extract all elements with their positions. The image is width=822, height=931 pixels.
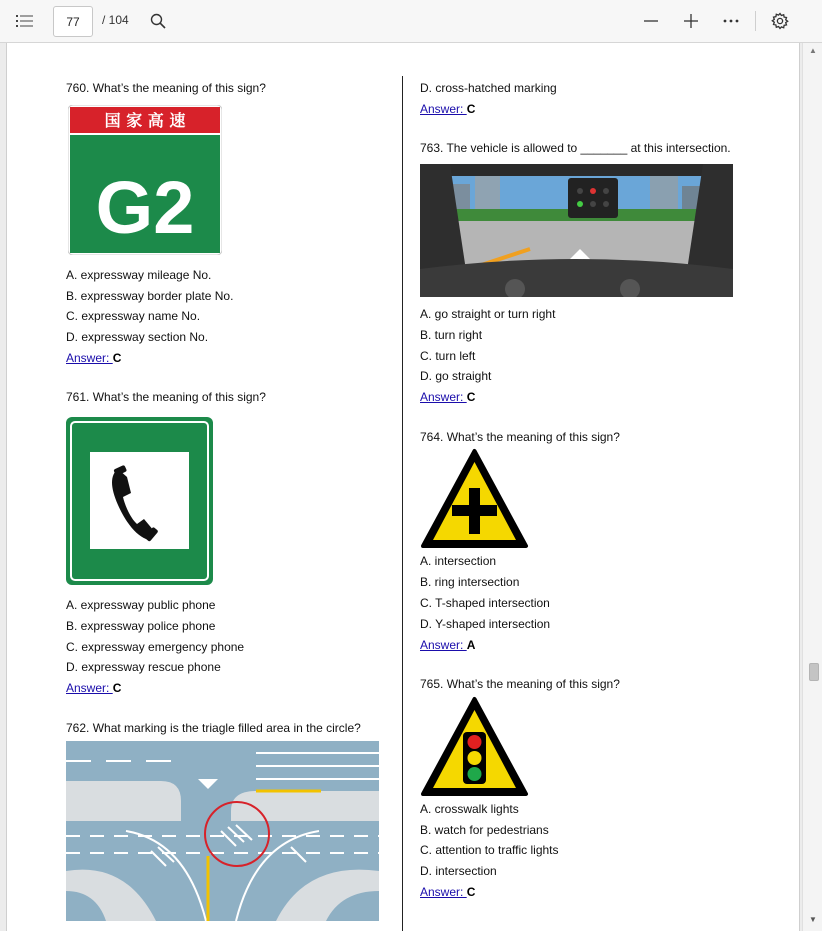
- answer-link[interactable]: Answer:: [420, 638, 467, 652]
- option-763-b: B. turn right: [420, 328, 483, 342]
- toolbar: [0, 0, 822, 43]
- option-764-d: D. Y-shaped intersection: [420, 617, 551, 631]
- option-765-a: A. crosswalk lights: [420, 802, 519, 816]
- answer-763: [420, 390, 475, 404]
- option-761-b: B. expressway police phone: [66, 619, 216, 633]
- search-icon[interactable]: [144, 7, 172, 35]
- option-760-d: D. expressway section No.: [66, 330, 209, 344]
- settings-icon[interactable]: [766, 7, 794, 35]
- answer-761: [66, 681, 121, 695]
- option-765-b: B. watch for pedestrians: [420, 823, 549, 837]
- question-762: 762. What marking is the triagle filled area in the circle?: [66, 721, 361, 735]
- option-765-c: C. attention to traffic lights: [420, 843, 559, 857]
- answer-value: A: [466, 638, 476, 652]
- sign-top-text: 国 家 高 速: [104, 111, 186, 130]
- road-marking-diagram-image: [66, 741, 379, 921]
- vertical-scrollbar[interactable]: [802, 43, 822, 931]
- column-divider: [402, 76, 403, 931]
- answer-value: C: [112, 681, 122, 695]
- option-761-c: C. expressway emergency phone: [66, 640, 245, 654]
- question-761: 761. What’s the meaning of this sign?: [66, 390, 266, 404]
- sign-main-text: G2: [95, 166, 195, 249]
- question-765: 765. What’s the meaning of this sign?: [420, 677, 620, 691]
- option-761-a: A. expressway public phone: [66, 598, 216, 612]
- option-764-a: A. intersection: [420, 554, 497, 568]
- answer-link[interactable]: Answer:: [66, 351, 113, 365]
- intersection-warning-sign-image: [420, 448, 529, 550]
- option-764-b: B. ring intersection: [420, 575, 520, 589]
- document-viewer[interactable]: [0, 43, 822, 931]
- option-760-a: A. expressway mileage No.: [66, 268, 212, 282]
- question-764: 764. What’s the meaning of this sign?: [420, 430, 620, 444]
- answer-760: [66, 351, 121, 365]
- pdf-page: [6, 43, 800, 931]
- question-763: 763. The vehicle is allowed to _______ at this intersection.: [420, 141, 731, 155]
- answer-link[interactable]: Answer:: [420, 885, 467, 899]
- option-763-d: D. go straight: [420, 369, 492, 383]
- answer-link[interactable]: Answer:: [66, 681, 113, 695]
- option-760-b: B. expressway border plate No.: [66, 289, 234, 303]
- answer-value: C: [466, 102, 476, 116]
- emergency-phone-sign-image: [66, 417, 213, 585]
- option-764-c: C. T-shaped intersection: [420, 596, 550, 610]
- zoom-in-icon[interactable]: [677, 7, 705, 35]
- answer-link[interactable]: Answer:: [420, 390, 467, 404]
- option-761-d: D. expressway rescue phone: [66, 660, 221, 674]
- option-763-a: A. go straight or turn right: [420, 307, 556, 321]
- option-762-d: D. cross-hatched marking: [420, 81, 557, 95]
- answer-764: [420, 638, 475, 652]
- contents-icon[interactable]: [11, 7, 39, 35]
- answer-762: [420, 102, 475, 116]
- zoom-out-icon[interactable]: [637, 7, 665, 35]
- answer-value: C: [112, 351, 122, 365]
- option-765-d: D. intersection: [420, 864, 497, 878]
- scrollbar-thumb[interactable]: [809, 663, 819, 681]
- scroll-up-arrow-icon[interactable]: ▲: [809, 46, 817, 55]
- answer-value: C: [466, 390, 476, 404]
- g2-expressway-sign-image: [68, 105, 222, 255]
- answer-765: [420, 885, 475, 899]
- more-icon[interactable]: [717, 7, 745, 35]
- page-number-input[interactable]: 77: [53, 6, 93, 37]
- option-763-c: C. turn left: [420, 349, 476, 363]
- option-760-c: C. expressway name No.: [66, 309, 201, 323]
- toolbar-separator: [755, 11, 756, 31]
- question-760: 760. What’s the meaning of this sign?: [66, 81, 266, 95]
- answer-link[interactable]: Answer:: [420, 102, 467, 116]
- traffic-light-warning-sign-image: [420, 696, 529, 798]
- scroll-down-arrow-icon[interactable]: ▼: [809, 915, 817, 924]
- answer-value: C: [466, 885, 476, 899]
- intersection-photo-image: [420, 164, 733, 297]
- page-total: / 104: [102, 13, 129, 27]
